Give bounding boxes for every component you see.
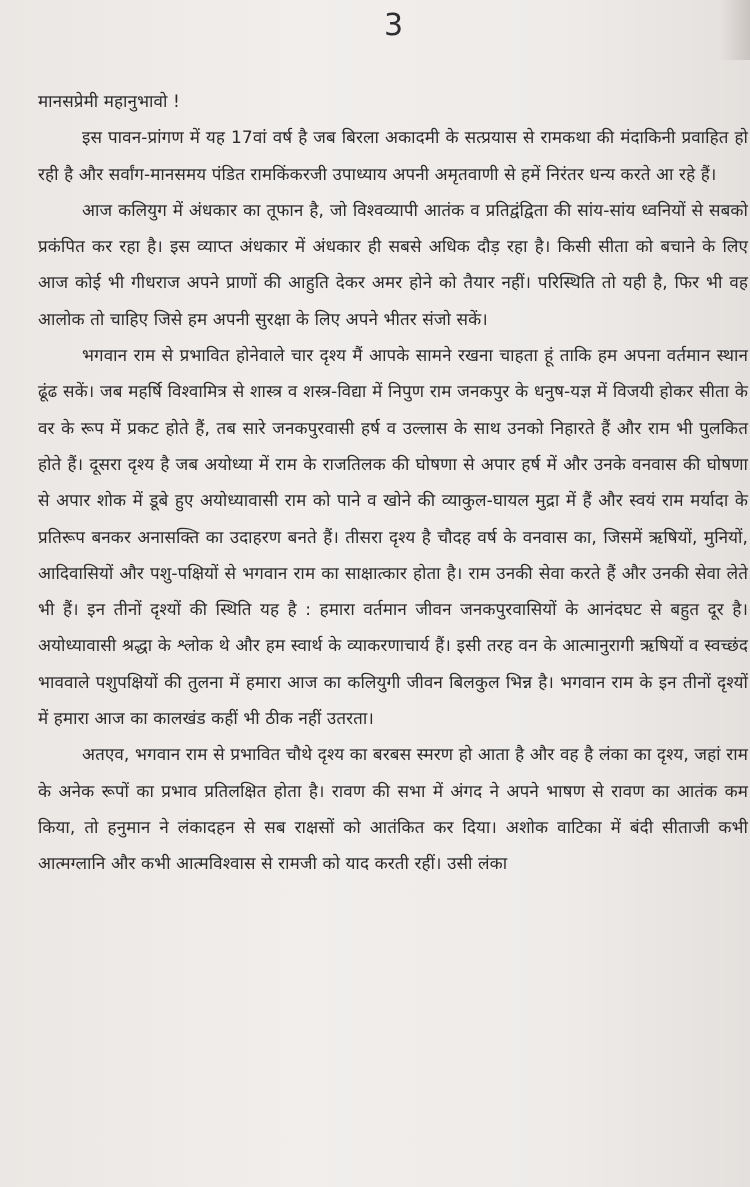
paragraph-3: भगवान राम से प्रभावित होनेवाले चार दृश्य मैं आपके सामने रखना चाहता हूं ताकि हम अपना वर्तमान स्थान ढूंढ सकें। जब महर्षि विश्वामित्र से शास्त्र व शस्त्र-विद्या में निपुण राम जनकपुर के धनुष-यज्ञ में विजयी होकर सीता के वर के रूप में प्रकट होते हैं, तब सारे जनकपुरवासी हर्ष व उल्लास के साथ उनको निहारते हैं और राम भी पुलकित होते हैं। दूसरा दृश्य है जब अयोध्या में राम के राजतिलक की घोषणा से अपार हर्ष में और उनके वनवास की घोषणा से अपार शोक में डूबे हुए अयोध्यावासी राम को पाने व खोने की व्याकुल-घायल मुद्रा में हैं और स्वयं राम मर्यादा के प्रतिरूप बनकर अनासक्ति का उदाहरण बनते हैं। तीसरा दृश्य है चौदह वर्ष के वनवास का, जिसमें ऋषियों, मुनियों, आदिवासियों और पशु-पक्षियों से भगवान राम का साक्षात्कार होता है। राम उनकी सेवा करते हैं और उनकी सेवा लेते भी हैं। इन तीनों दृश्यों की स्थिति यह है : हमारा वर्तमान जीवन जनकपुरवासियों के आनंदघट से बहुत दूर है। अयोध्यावासी श्रद्धा के श्लोक थे और हम स्वार्थ के व्याकरणाचार्य हैं। इसी तरह वन के आत्मानुरागी ऋषियों व स्वच्छंद भाववाले पशुपक्षियों की तुलना में हमारा आज का कलियुगी जीवन बिलकुल भिन्न है। भगवान राम के इन तीनों दृश्यों में हमारा आज का कालखंड कहीं भी ठीक नहीं उतरता। (38, 346, 748, 730)
salutation: मानसप्रेमी महानुभावो ! (38, 92, 180, 112)
paragraph-4: अतएव, भगवान राम से प्रभावित चौथे दृश्य का बरबस स्मरण हो आता है और वह है लंका का दृश्य, जहां राम के अनेक रूपों का प्रभाव प्रतिलक्षित होता है। रावण की सभा में अंगद ने अपने भाषण से रावण का आतंक कम किया, तो हनुमान ने लंकादहन से सब राक्षसों को आतंकित कर दिया। अशोक वाटिका में बंदी सीताजी कभी आत्मग्लानि और कभी आत्मविश्वास से रामजी को याद करती रहीं। उसी लंका (38, 745, 748, 875)
page-number: 3 (384, 8, 404, 43)
page-edge-shadow (720, 0, 750, 60)
paragraph-1: इस पावन-प्रांगण में यह 17वां वर्ष है जब बिरला अकादमी के सत्प्रयास से रामकथा की मंदाकिनी प्रवाहित हो रही है और सर्वांग-मानसमय पंडित रामकिंकरजी उपाध्याय अपनी अमृतवाणी से हमें निरंतर धन्य करते आ रहे हैं। (38, 128, 748, 185)
body-text (38, 84, 748, 883)
paragraph-2: आज कलियुग में अंधकार का तूफान है, जो विश्वव्यापी आतंक व प्रतिद्वंद्विता की सांय-सांय ध्वनियों से सबको प्रकंपित कर रहा है। इस व्याप्त अंधकार में अंधकार ही सबसे अधिक दौड़ रहा है। किसी सीता को बचाने के लिए आज कोई भी गीधराज अपने प्राणों की आहुति देकर अमर होने को तैयार नहीं। परिस्थिति तो यही है, फिर भी वह आलोक तो चाहिए जिसे हम अपनी सुरक्षा के लिए अपने भीतर संजो सकें। (38, 200, 748, 330)
